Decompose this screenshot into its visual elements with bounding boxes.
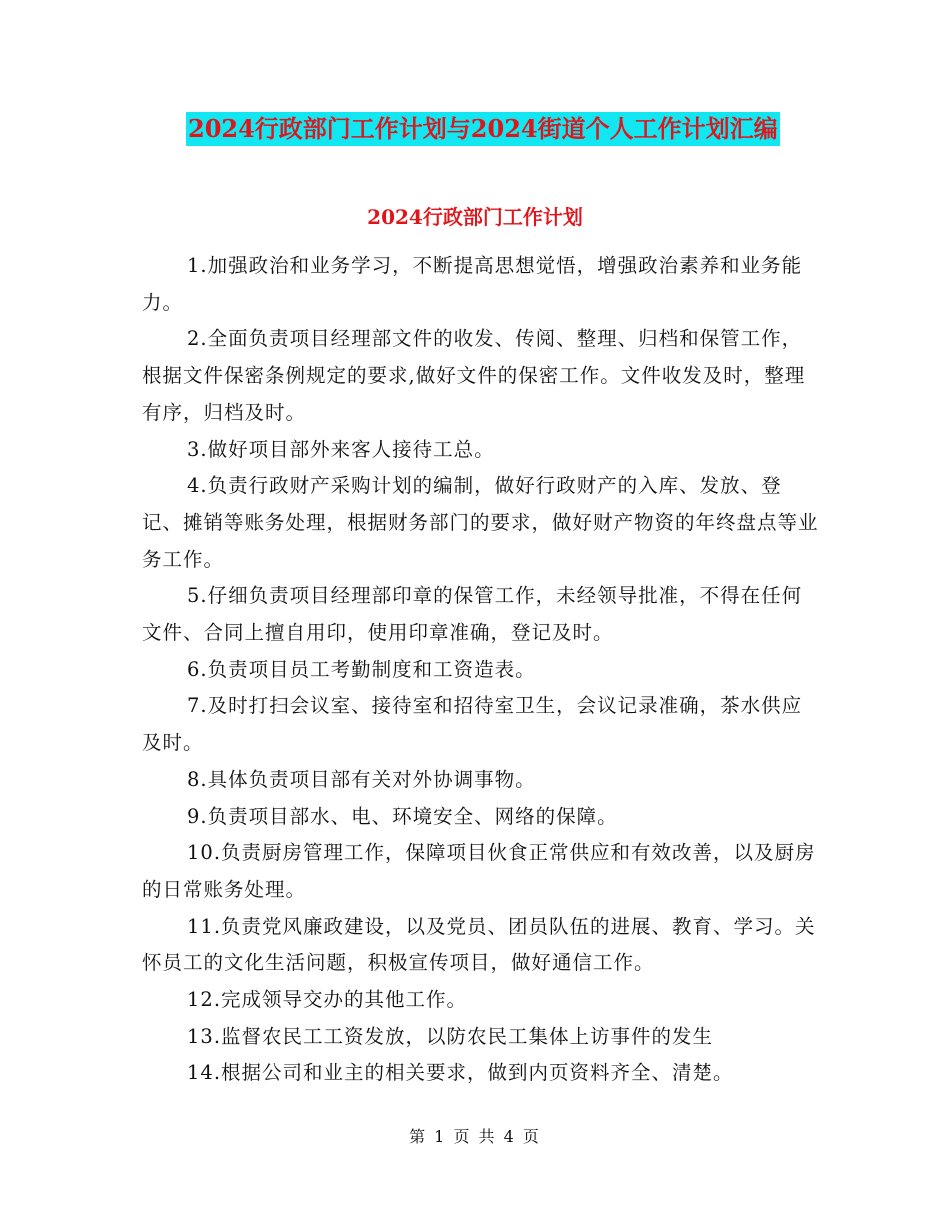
- paragraph-item: 7.及时打扫会议室、接待室和招待室卫生，会议记录准确，茶水供应及时。: [142, 694, 803, 755]
- paragraph-item: 9.负责项目部水、电、环境安全、网络的保障。: [187, 804, 618, 828]
- paragraph-item: 5.仔细负责项目经理部印章的保管工作，未经领导批准，不得在任何文件、合同上擅自用印，使用印章准确，登记及时。: [142, 584, 803, 645]
- paragraph-item: 12.完成领导交办的其他工作。: [187, 988, 468, 1012]
- paragraph-item: 1.加强政治和业务学习，不断提高思想觉悟，增强政治素养和业务能力。: [142, 254, 803, 314]
- paragraph-item: 8.具体负责项目部有关对外协调事物。: [187, 767, 536, 791]
- paragraph-item: 3.做好项目部外来客人接待工总。: [187, 437, 495, 461]
- paragraph-item: 11.负责党风廉政建设，以及党员、团员队伍的进展、教育、学习。关怀员工的文化生活问题，积极宣传项目，做好通信工作。: [142, 914, 816, 975]
- paragraph-item: 14.根据公司和业主的相关要求，做到内页资料齐全、清楚。: [187, 1061, 734, 1085]
- page-footer: 第 1 页 共 4 页: [409, 1127, 541, 1146]
- paragraph-item: 2.全面负责项目经理部文件的收发、传阅、整理、归档和保管工作，根据文件保密条例规定的要求,做好文件的保密工作。文件收发及时，整理有序，归档及时。: [142, 327, 806, 424]
- paragraph-item: 13.监督农民工工资发放，以防农民工集体上访事件的发生: [187, 1024, 714, 1048]
- document-title: 2024行政部门工作计划与2024街道个人工作计划汇编: [186, 112, 780, 146]
- paragraph-item: 10.负责厨房管理工作，保障项目伙食正常供应和有效改善，以及厨房的日常账务处理。: [142, 841, 816, 901]
- document-body: [142, 248, 820, 1092]
- section-title: 2024行政部门工作计划: [367, 205, 583, 229]
- paragraph-item: 4.负责行政财产采购计划的编制，做好行政财产的入库、发放、登记、摊销等账务处理，根据财务部门的要求，做好财产物资的年终盘点等业务工作。: [142, 474, 819, 571]
- paragraph-item: 6.负责项目员工考勤制度和工资造表。: [187, 657, 536, 681]
